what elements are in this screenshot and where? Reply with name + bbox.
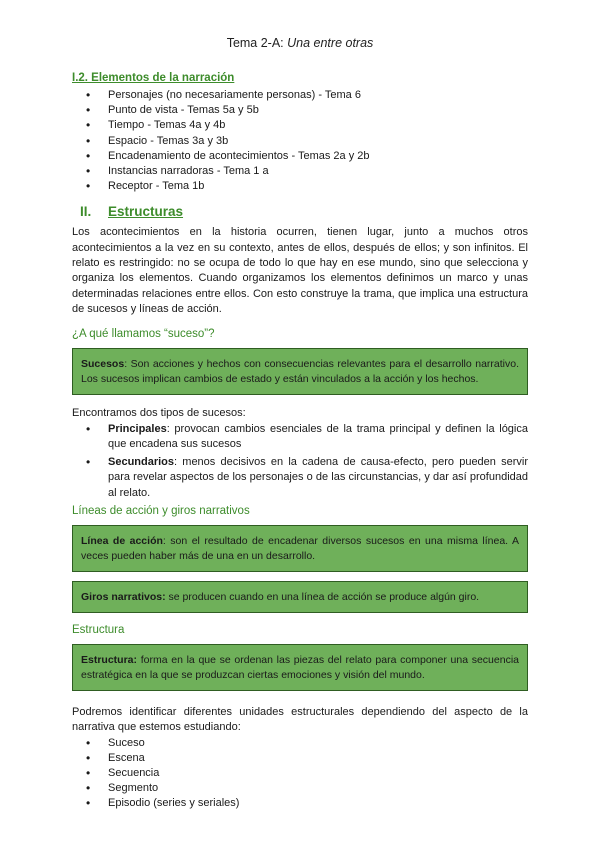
list-item: • Suceso — [72, 736, 528, 751]
units-paragraph: Podremos identificar diferentes unidades estructurales dependiendo del aspecto de la narrativa que estemos estudiando: — [72, 705, 528, 734]
document-body — [72, 72, 528, 812]
list-item: • Secuencia — [72, 766, 528, 781]
giros-term: Giros narrativos: — [81, 590, 166, 603]
page-title-prefix: Tema 2-A: — [226, 36, 288, 50]
type-text: : menos decisivos en la cadena de causa-efecto, pero pueden servir para revelar aspectos de los personajes o de las circunstancias, y dar así profundidad al relato. — [108, 456, 528, 499]
type-term: Principales — [108, 422, 167, 435]
list-item: • Espacio - Temas 3a y 3b — [72, 134, 528, 149]
type-text: : provocan cambios esenciales de la trama principal y definen la lógica que encadena sus sucesos — [108, 422, 528, 450]
intro-paragraph: Los acontecimientos en la historia ocurren, tienen lugar, junto a muchos otros acontecimientos a la vez en su contexto, antes de ellos, después de ellos; y son infinitos. El relato es restringido: no se ocupa de todo lo que hay en ese mundo, sino que selecciona y organiza los elementos. Cuando organizamos los elementos definimos un marco y unas determinadas relaciones entre ellos. Con esto construye la trama, que implica una estructura de sucesos y líneas de acción. — [72, 226, 528, 315]
list-item: • Episodio (series y seriales) — [72, 796, 528, 811]
list-item: • Punto de vista - Temas 5a y 5b — [72, 103, 528, 118]
list-item — [72, 455, 528, 501]
page-title-italic: Una entre otras — [287, 36, 374, 50]
estructura-term: Estructura: — [81, 653, 138, 666]
list-item: • Tiempo - Temas 4a y 4b — [72, 118, 528, 133]
list-item: • Personajes (no necesariamente personas) - Tema 6 — [72, 88, 528, 103]
linea-text: : son el resultado de encadenar diversos sucesos en una misma línea. A veces pueden haber más de una en un desarrollo. — [81, 534, 519, 562]
giros-text: se producen cuando en una línea de acción se produce algún giro. — [165, 590, 480, 603]
page-title — [0, 36, 600, 50]
suceso-definition-box — [72, 348, 528, 395]
list-item: • Encadenamiento de acontecimientos - Temas 2a y 2b — [72, 149, 528, 164]
estructura-text: forma en la que se ordenan las piezas del relato para componer una secuencia estratégica en la que se produzcan ciertas emociones y visión del mundo. — [81, 653, 519, 681]
suceso-question: ¿A qué llamamos “suceso”? — [72, 328, 215, 341]
giros-definition-box — [72, 581, 528, 613]
types-intro: Encontramos dos tipos de sucesos: — [72, 407, 246, 420]
elements-list — [72, 88, 528, 194]
list-item: • Segmento — [72, 781, 528, 796]
linea-definition-box — [72, 525, 528, 572]
suceso-text: : Son acciones y hechos con consecuencias relevantes para el desarrollo narrativo. Los sucesos implican cambios de estado y están vinculados a la acción y los hechos. — [81, 358, 519, 386]
type-term: Secundarios — [108, 456, 175, 469]
section-title: Estructuras — [108, 204, 184, 220]
lines-heading: Líneas de acción y giros narrativos — [72, 504, 250, 517]
estructura-definition-box — [72, 644, 528, 691]
section-heading — [72, 204, 528, 219]
list-item: • Instancias narradoras - Tema 1 a — [72, 164, 528, 179]
list-item: • Escena — [72, 751, 528, 766]
units-list — [72, 736, 528, 812]
elements-heading: I.2. Elementos de la narración — [72, 72, 235, 84]
estructura-heading: Estructura — [72, 623, 125, 636]
list-item: • Receptor - Tema 1b — [72, 179, 528, 194]
linea-term: Línea de acción — [81, 534, 163, 547]
section-number: II. — [80, 204, 92, 220]
list-item — [72, 422, 528, 453]
suceso-term: Sucesos — [81, 358, 125, 371]
types-list — [72, 422, 528, 501]
